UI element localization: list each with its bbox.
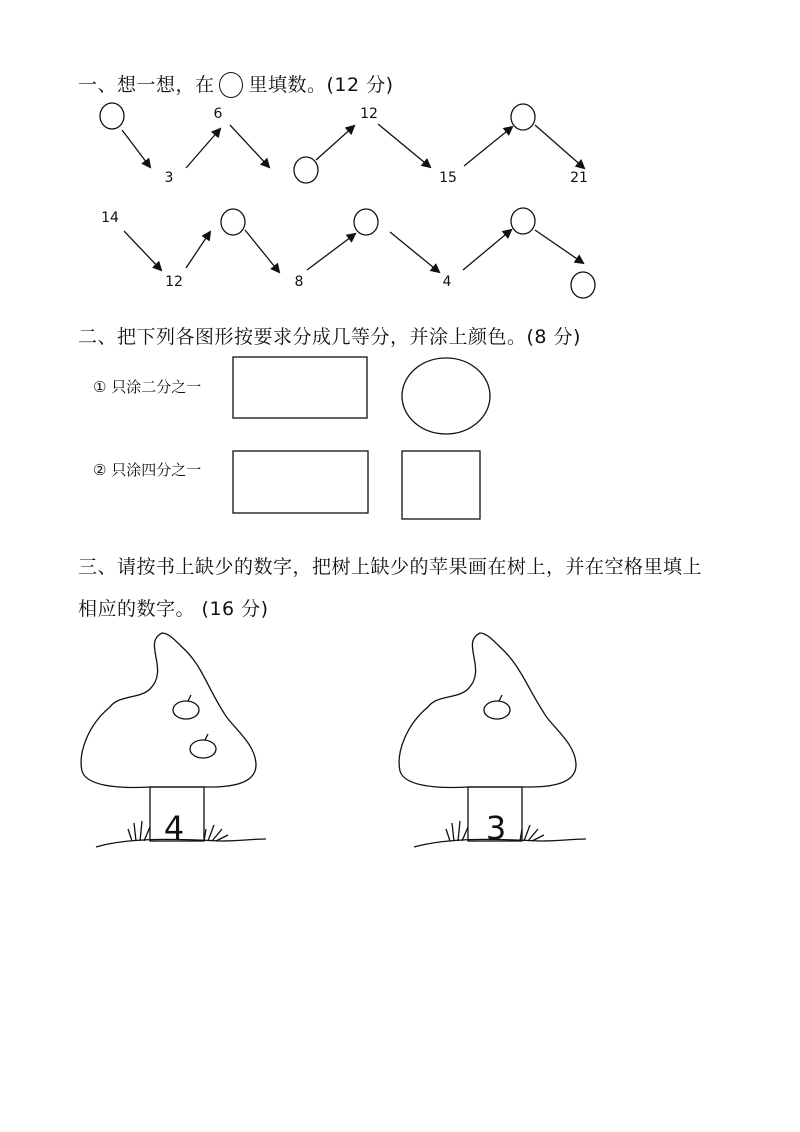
shapes-to-divide xyxy=(0,340,800,540)
grass-icon xyxy=(446,821,468,841)
tree-canopy xyxy=(399,633,576,787)
sequence-arrow xyxy=(124,231,161,270)
rectangle-shape[interactable] xyxy=(233,451,368,513)
blank-circle-icon[interactable] xyxy=(511,208,535,234)
sequence-number: 12 xyxy=(360,106,378,122)
section3-heading-line2: 相应的数字。 (16 分) xyxy=(78,598,269,620)
blank-circle-icon[interactable] xyxy=(221,209,245,235)
blank-circle-icon[interactable] xyxy=(511,104,535,130)
item1-label: ① 只涂二分之一 xyxy=(93,378,202,396)
sequence-number: 12 xyxy=(165,274,183,290)
sequence-arrow xyxy=(186,232,210,268)
section2-heading: 二、把下列各图形按要求分成几等分，并涂上颜色。(8 分) xyxy=(78,326,581,348)
sequence-arrow xyxy=(122,130,150,167)
blank-circle-icon[interactable] xyxy=(571,272,595,298)
sequence-number: 8 xyxy=(294,274,304,290)
apple-tree-2 xyxy=(390,625,610,855)
sequence-number: 4 xyxy=(442,274,452,290)
section1-heading-part2: 里填数。(12 分) xyxy=(248,74,394,96)
apple-icon xyxy=(484,695,510,719)
apple-tree-1 xyxy=(70,625,290,855)
sequence-arrow xyxy=(378,124,430,167)
circle-shape[interactable] xyxy=(402,358,490,434)
tree-number: 4 xyxy=(163,809,185,847)
sequence-arrow xyxy=(463,230,511,270)
rectangle-shape[interactable] xyxy=(233,357,367,418)
section3-heading-line1: 三、请按书上缺少的数字，把树上缺少的苹果画在树上，并在空格里填上 xyxy=(78,556,703,578)
sequence-arrow xyxy=(464,127,512,166)
sequence-arrow xyxy=(307,234,355,270)
sequence-arrow xyxy=(186,129,220,168)
grass-icon xyxy=(520,825,544,841)
section1-heading-part1: 一、想一想，在 xyxy=(78,74,215,96)
sequence-arrow xyxy=(316,126,354,160)
number-sequence-diagram xyxy=(0,0,800,320)
sequence-number: 21 xyxy=(570,170,588,186)
tree-canopy xyxy=(81,633,256,787)
blank-circle-icon[interactable] xyxy=(294,157,318,183)
sequence-number: 15 xyxy=(439,170,457,186)
sequence-number: 3 xyxy=(164,170,174,186)
grass-icon xyxy=(128,821,150,841)
sequence-number: 6 xyxy=(213,106,223,122)
sequence-arrow xyxy=(230,125,269,167)
blank-circle-icon[interactable] xyxy=(354,209,378,235)
item2-label: ② 只涂四分之一 xyxy=(93,461,202,479)
grass-icon xyxy=(204,825,228,841)
apple-icon xyxy=(173,695,199,719)
sequence-arrow xyxy=(535,230,583,263)
tree-number: 3 xyxy=(485,809,507,847)
blank-circle-icon[interactable] xyxy=(100,103,124,129)
apple-icon xyxy=(190,734,216,758)
sequence-arrow xyxy=(245,230,279,272)
square-shape[interactable] xyxy=(402,451,480,519)
sequence-arrow xyxy=(390,232,439,272)
sequence-number: 14 xyxy=(101,210,119,226)
sequence-arrow xyxy=(535,125,584,168)
